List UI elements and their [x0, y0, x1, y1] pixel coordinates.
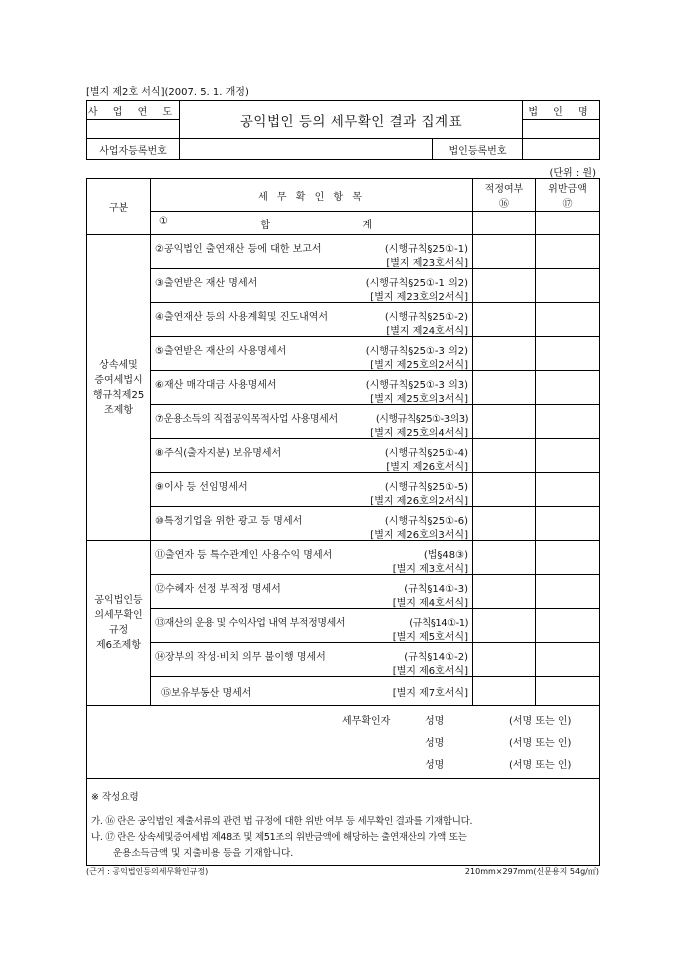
item-row: ⑩특정기업을 위한 광고 등 명세서 (시행규칙§25①-6) [별지 제26호의3서식]	[151, 507, 473, 541]
violation-cell[interactable]	[536, 541, 600, 575]
unit-label: (단위 : 원)	[549, 168, 596, 179]
violation-cell[interactable]	[536, 405, 600, 439]
compliance-cell[interactable]	[473, 303, 536, 337]
item-row: ⑬재산의 운용 및 수익사업 내역 부적정명세서 (규칙§14①-1) [별지 제5호서식]	[151, 609, 473, 643]
item-row: ⑫수혜자 선정 부적정 명세서 (규칙§14①-3) [별지 제4호서식]	[151, 575, 473, 609]
violation-cell[interactable]	[536, 269, 600, 303]
violation-header: 위반금액 ⑰	[536, 179, 600, 212]
instruction-b-line2: 운용소득금액 및 지출비용 등을 기재합니다.	[113, 848, 294, 859]
biz-reg-label: 사업자등록번호	[87, 139, 180, 160]
compliance-cell[interactable]	[473, 643, 536, 677]
violation-cell[interactable]	[536, 439, 600, 473]
compliance-cell[interactable]	[473, 507, 536, 541]
compliance-cell[interactable]	[473, 541, 536, 575]
violation-cell[interactable]	[536, 575, 600, 609]
violation-cell[interactable]	[536, 507, 600, 541]
compliance-cell[interactable]	[473, 235, 536, 269]
item-row: ⑮보유부동산 명세서 [별지 제7호서식]	[151, 677, 473, 706]
compliance-cell[interactable]	[473, 439, 536, 473]
instructions-title: ※ 작성요령	[91, 792, 139, 803]
form-reference: [별지 제2호 서식](2007. 5. 1. 개정)	[86, 87, 249, 98]
compliance-cell[interactable]	[473, 371, 536, 405]
sign-field-2[interactable]: (서명 또는 인)	[509, 738, 572, 749]
items-header: 세 무 확 인 항 목	[151, 179, 473, 212]
item-row: ⑤출연받은 재산의 사용명세서 (시행규칙§25①-3 의2) [별지 제25호의2서식]	[151, 337, 473, 371]
category-header: 구분	[87, 179, 151, 235]
basis-note: (근거 : 공익법인등의세무확인규정)	[86, 867, 209, 876]
name-label-3: 성명	[425, 760, 445, 771]
item-row: ⑭장부의 작성·비치 의무 불이행 명세서 (규칙§14①-2) [별지 제6호서식]	[151, 643, 473, 677]
item-row: ⑪출연자 등 특수관계인 사용수익 명세서 (법§48③) [별지 제3호서식]	[151, 541, 473, 575]
violation-cell[interactable]	[536, 609, 600, 643]
compliance-cell[interactable]	[473, 337, 536, 371]
violation-cell[interactable]	[536, 677, 600, 706]
compliance-cell[interactable]	[473, 473, 536, 507]
violation-cell[interactable]	[536, 643, 600, 677]
signature-area	[87, 706, 600, 779]
fiscal-year-label: 사 업 연 도	[87, 101, 180, 120]
form-title: 공익법인 등의 세무확인 결과 집계표	[180, 101, 523, 139]
group-inheritance-tax: 상속세및 증여세법시 행규칙제25 조제항	[87, 235, 151, 541]
violation-cell[interactable]	[536, 473, 600, 507]
violation-cell[interactable]	[536, 337, 600, 371]
biz-reg-field[interactable]	[180, 139, 433, 160]
item-row: ④출연재산 등의 사용계획및 진도내역서 (시행규칙§25①-2) [별지 제24호서식]	[151, 303, 473, 337]
compliance-header: 적정여부 ⑯	[473, 179, 536, 212]
item-row: ③출연받은 재산 명세서 (시행규칙§25①-1 의2) [별지 제23호의2서식]	[151, 269, 473, 303]
group-public-interest: 공익법인등 의세무확인 규정 제6조제항	[87, 541, 151, 706]
corp-reg-label: 법인등록번호	[433, 139, 523, 160]
item-row: ⑥재산 매각대금 사용명세서 (시행규칙§25①-3 의3) [별지 제25호의3서식]	[151, 371, 473, 405]
total-violation-cell[interactable]	[536, 212, 600, 235]
compliance-cell[interactable]	[473, 609, 536, 643]
sign-field-3[interactable]: (서명 또는 인)	[509, 760, 572, 771]
total-row-label: ① 합 계	[151, 212, 473, 235]
name-label-2: 성명	[425, 738, 445, 749]
compliance-cell[interactable]	[473, 405, 536, 439]
compliance-cell[interactable]	[473, 677, 536, 706]
name-label-1: 성명	[425, 716, 445, 727]
violation-cell[interactable]	[536, 235, 600, 269]
compliance-cell[interactable]	[473, 269, 536, 303]
total-compliance-cell[interactable]	[473, 212, 536, 235]
checker-label: 세무확인자	[342, 716, 391, 727]
fiscal-year-field[interactable]	[87, 120, 180, 139]
compliance-cell[interactable]	[473, 575, 536, 609]
sign-field-1[interactable]: (서명 또는 인)	[509, 716, 572, 727]
corp-name-field[interactable]	[523, 120, 600, 139]
item-row: ⑦운용소득의 직접공익목적사업 사용명세서 (시행규칙§25①-3의3) [별지 제25호의4서식]	[151, 405, 473, 439]
item-row: ⑨이사 등 선임명세서 (시행규칙§25①-5) [별지 제26호의2서식]	[151, 473, 473, 507]
instructions-box	[87, 779, 600, 866]
main-table	[86, 178, 600, 866]
corp-reg-field[interactable]	[523, 139, 600, 160]
instruction-a: 가. ⑯ 란은 공익법인 제출서류의 관련 법 규정에 대한 위반 여부 등 세무확인 결과를 기재합니다.	[91, 816, 473, 827]
header-table	[86, 100, 600, 160]
violation-cell[interactable]	[536, 371, 600, 405]
corp-name-label: 법 인 명	[523, 101, 600, 120]
instruction-b-line1: 나. ⑰ 란은 상속세및증여세법 제48조 및 제51조의 위반금액에 해당하는 출연재산의 가액 또는	[91, 832, 467, 843]
violation-cell[interactable]	[536, 303, 600, 337]
item-row: ⑧주식(출자지분) 보유명세서 (시행규칙§25①-4) [별지 제26호서식]	[151, 439, 473, 473]
item-row: ②공익법인 출연재산 등에 대한 보고서 (시행규칙§25①-1) [별지 제23호서식]	[151, 235, 473, 269]
paper-spec: 210mm×297mm(신문용지 54g/㎡)	[464, 867, 599, 876]
